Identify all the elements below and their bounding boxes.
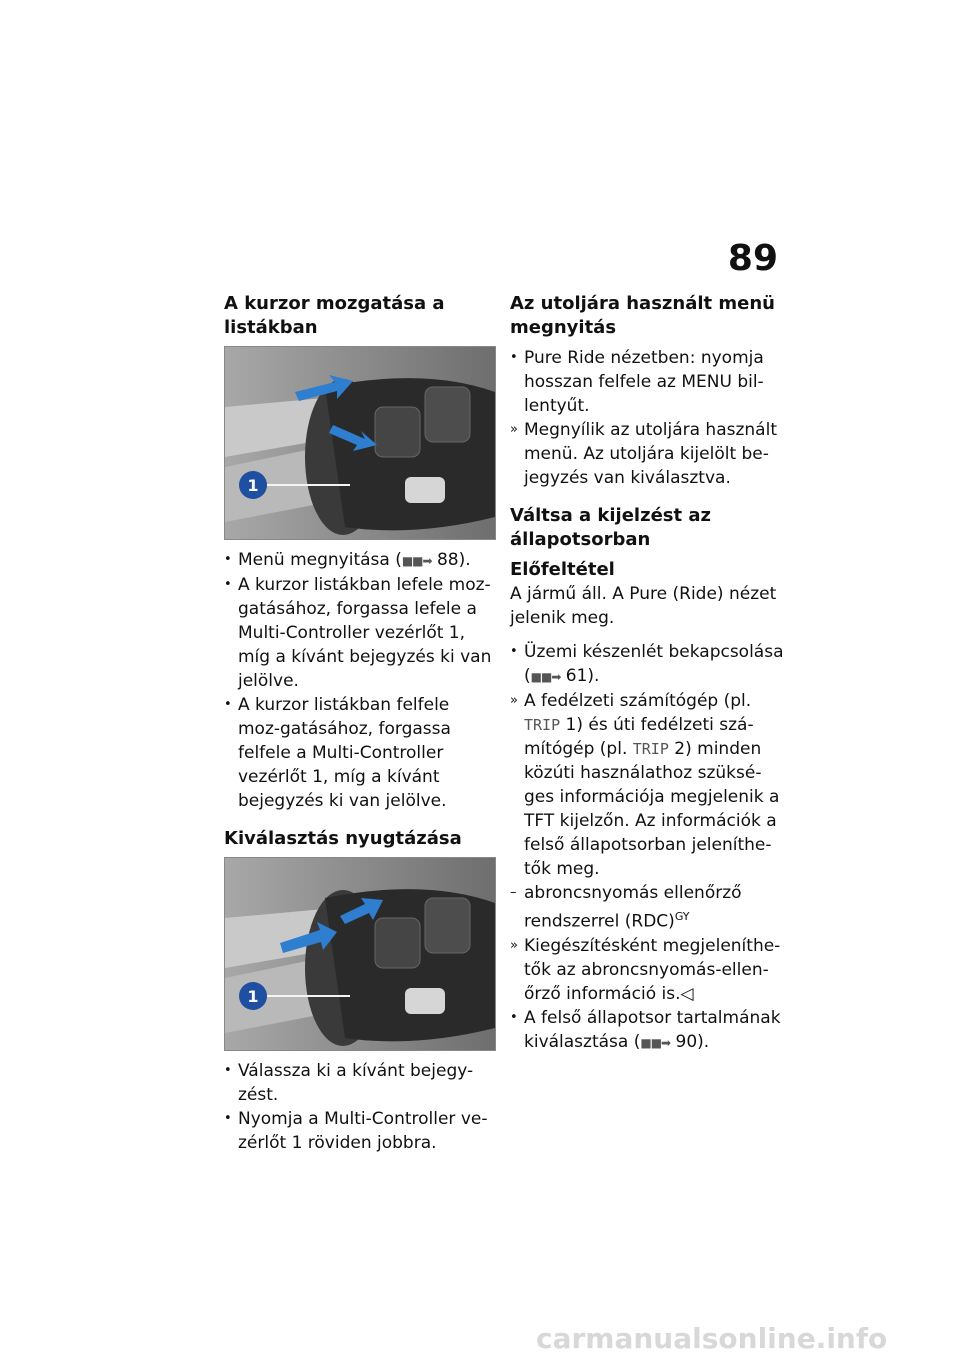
trip-label: TRIP bbox=[632, 740, 669, 758]
watermark: carmanualsonline.info bbox=[536, 1322, 888, 1355]
list-item: » Megnyílik az utoljára használt menü. Az utoljára kijelölt be-jegyzés van kiválasztva. bbox=[510, 420, 777, 488]
list-item: • Pure Ride nézetben: nyomja hosszan felfele az MENU bil-lentyűt. bbox=[510, 348, 764, 416]
section-title-last-menu: Az utoljára használt menü megnyitás bbox=[510, 293, 775, 338]
figure-controller-rotate bbox=[224, 346, 496, 540]
list-item: – abroncsnyomás ellenőrző rendszerrel (RDC)$^{GY}$ bbox=[510, 883, 742, 932]
left-column bbox=[224, 292, 494, 1169]
list-item: • A kurzor listákban felfele moz-gatásához, forgassa felfele a Multi-Controller vezérlőt 1, míg a kívánt bejegyzés ki van jelölve. bbox=[224, 695, 451, 811]
list-item: • Válassza ki a kívánt bejegy-zést. bbox=[224, 1061, 474, 1105]
list-item: • Menü megnyitása (■■➡ 88). bbox=[224, 550, 471, 570]
list-item: • Üzemi készenlét bekapcsolása (■■➡ 61). bbox=[510, 642, 784, 686]
list-item: • A felső állapotsor tartalmának kiválasztása (■■➡ 90). bbox=[510, 1007, 781, 1052]
confirm-steps bbox=[224, 1059, 494, 1155]
section-title-status-bar: Váltsa a kijelzést az állapotsorban bbox=[510, 505, 711, 550]
right-column bbox=[510, 292, 786, 1069]
list-item: • Nyomja a Multi-Controller ve-zérlőt 1 röviden jobbra. bbox=[224, 1109, 488, 1153]
section-title-cursor: A kurzor mozgatása a listákban bbox=[224, 293, 445, 338]
controller-illustration bbox=[225, 858, 495, 1050]
cursor-steps bbox=[224, 548, 494, 813]
list-item: • A kurzor listákban lefele moz-gatásához, forgassa lefele a Multi-Controller vezérlőt 1, míg a kívánt bejegyzés ki van jelölve. bbox=[224, 575, 492, 691]
prerequisite-text: A jármű áll. A Pure (Ride) nézet jelenik meg. bbox=[510, 584, 777, 628]
gy-superscript: GY bbox=[674, 910, 690, 923]
prerequisite-title: Előfeltétel bbox=[510, 559, 615, 580]
status-bar-steps bbox=[510, 640, 786, 1055]
page-number: 89 bbox=[727, 238, 778, 279]
page-ref-arrow-icon: ■■➡ bbox=[530, 670, 561, 684]
last-menu-steps bbox=[510, 346, 786, 490]
trip-label: TRIP bbox=[524, 716, 561, 734]
list-item: » A fedélzeti számítógép (pl. TRIP 1) és úti fedélzeti szá-mítógép (pl. TRIP 2) minden közúti használathoz szüksé-ges információja megjelenik a TFT kijelzőn. Az információk a felső állapotsorban jeleníthe-tők meg. bbox=[510, 691, 780, 879]
section-title-confirm: Kiválasztás nyugtázása bbox=[224, 828, 462, 849]
figure-callout-1: 1 bbox=[247, 987, 259, 1006]
figure-controller-push bbox=[224, 857, 496, 1051]
figure-callout-1: 1 bbox=[247, 476, 259, 495]
controller-illustration bbox=[225, 347, 495, 539]
page-ref-arrow-icon: ■■➡ bbox=[401, 554, 432, 568]
page-ref-arrow-icon: ■■➡ bbox=[640, 1035, 671, 1050]
list-item: » Kiegészítésként megjeleníthe-tők az abroncsnyomás-ellen-őrző információ is.◁ bbox=[510, 935, 781, 1004]
